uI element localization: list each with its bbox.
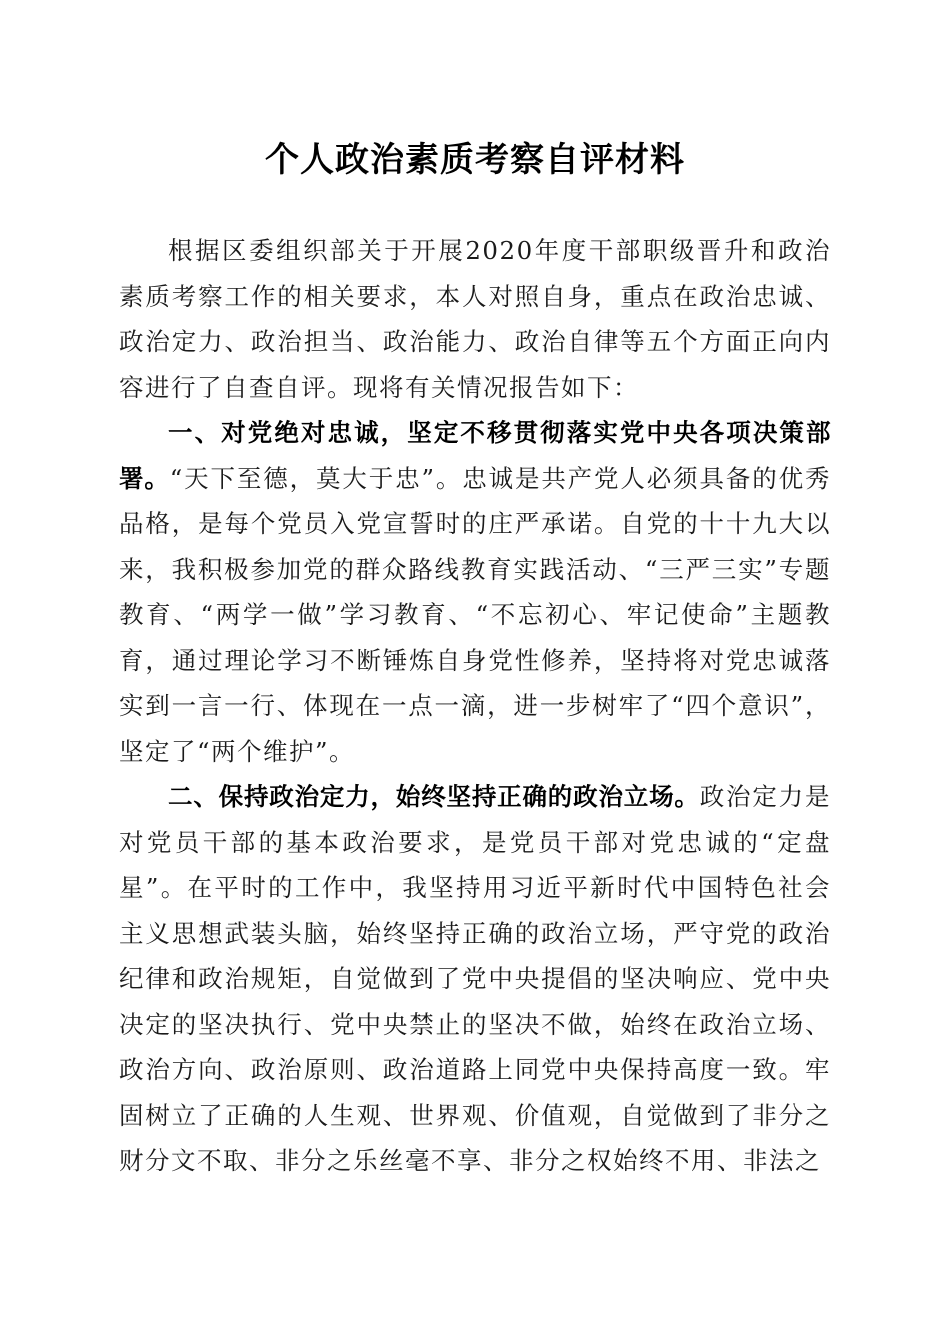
section-paragraph-1: [119, 410, 831, 774]
document-title: 个人政治素质考察自评材料: [265, 140, 685, 180]
section-paragraph-2: [119, 774, 831, 1184]
section-heading-2: 二、保持政治定力，始终坚持正确的政治立场。: [168, 782, 700, 811]
section-text-2: 政治定力是对党员干部的基本政治要求，是党员干部对党忠诚的“定盘星”。在平时的工作中，我坚持用习近平新时代中国特色社会主义思想武装头脑，始终坚持正确的政治立场，严守党的政治纪律和政治规矩，自觉做到了党中央提倡的坚决响应、党中央决定的坚决执行、党中央禁止的坚决不做，始终在政治立场、政治方向、政治原则、政治道路上同党中央保持高度一致。牢固树立了正确的人生观、世界观、价值观，自觉做到了非分之财分文不取、非分之乐丝毫不享、非分之权始终不用、非法之: [119, 782, 831, 1175]
section-heading-1: 一、对党绝对忠诚，坚定不移贯彻落实党中央各项决策部署。: [119, 418, 831, 493]
section-text-1: “天下至德，莫大于忠”。忠诚是共产党人必须具备的优秀品格，是每个党员入党宣誓时的庄严承诺。自党的十十九大以来，我积极参加党的群众路线教育实践活动、“三严三实”专题教育、“两学一做”学习教育、“不忘初心、牢记使命”主题教育，通过理论学习不断锤炼自身党性修养，坚持将对党忠诚落实到一言一行、体现在一点一滴，进一步树牢了“四个意识”，坚定了“两个维护”。: [119, 463, 831, 766]
intro-paragraph: 根据区委组织部关于开展2020年度干部职级晋升和政治素质考察工作的相关要求，本人对照自身，重点在政治忠诚、政治定力、政治担当、政治能力、政治自律等五个方面正向内容进行了自查自评。现将有关情况报告如下：: [119, 236, 831, 402]
document-body: [119, 228, 831, 1184]
